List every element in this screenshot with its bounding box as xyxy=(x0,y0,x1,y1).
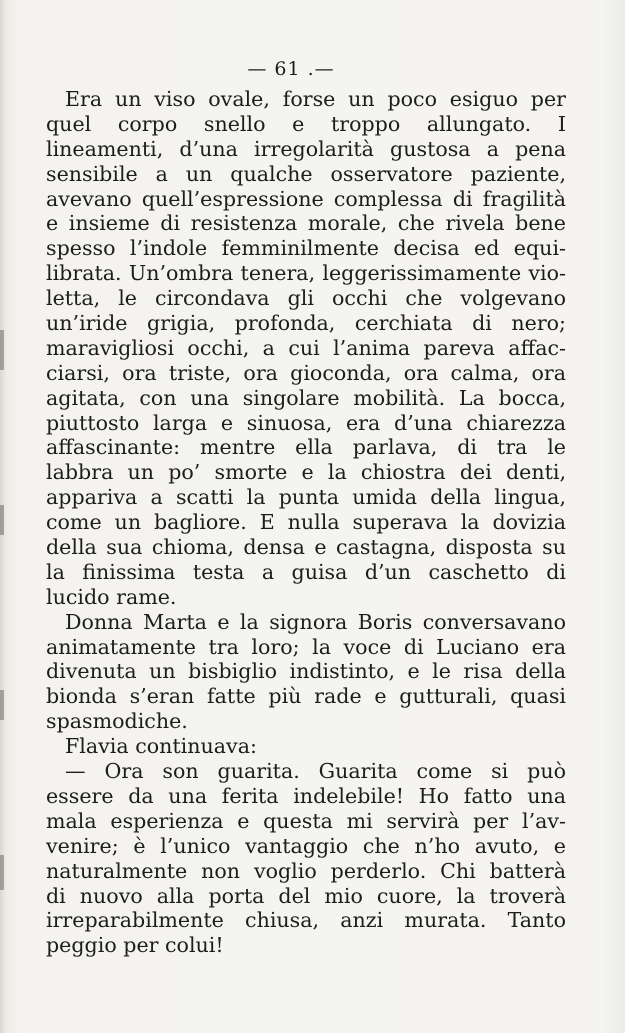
text-line: come un bagliore. E nulla superava la dovizia xyxy=(46,510,566,535)
text-line: irreparabilmente chiusa, anzi murata. Tanto xyxy=(46,908,566,933)
text-line: spasmodiche. xyxy=(46,709,188,734)
text-line: di nuovo alla porta del mio cuore, la troverà xyxy=(46,883,566,908)
text-line: mala esperienza e questa mi servirà per l’av- xyxy=(46,808,566,833)
text-line: avevano quell’espressione complessa di fragilità xyxy=(46,186,566,211)
body-text xyxy=(46,87,566,958)
text-line: appariva a scatti la punta umida della lingua, xyxy=(46,485,566,510)
page-number: — 61 .— xyxy=(247,58,335,80)
page-edge-shadow xyxy=(0,855,4,890)
text-line: la finissima testa a guisa d’un caschetto di xyxy=(46,559,566,584)
page-edge-shadow xyxy=(0,505,4,535)
text-line: essere da una ferita indelebile! Ho fatto una xyxy=(46,783,566,808)
text-line: peggio per colui! xyxy=(46,933,224,958)
text-line: quel corpo snello e troppo allungato. I xyxy=(46,111,566,136)
text-line: venire; è l’unico vantaggio che n’ho avuto, e xyxy=(46,833,566,858)
text-line: e insieme di resistenza morale, che rivela bene xyxy=(46,211,566,236)
text-line: naturalmente non voglio perderlo. Chi batterà xyxy=(46,858,566,883)
text-line: lucido rame. xyxy=(46,584,177,609)
text-line: Donna Marta e la signora Boris conversavano xyxy=(65,609,566,634)
page-edge-shadow xyxy=(0,690,4,720)
text-line: animatamente tra loro; la voce di Luciano era xyxy=(46,634,566,659)
text-line: agitata, con una singolare mobilità. La bocca, xyxy=(46,385,566,410)
text-line: della sua chioma, densa e castagna, disposta su xyxy=(46,535,566,560)
text-line: sensibile a un qualche osservatore paziente, xyxy=(46,161,566,186)
text-line: labbra un po’ smorte e la chiostra dei denti, xyxy=(46,460,566,485)
text-line: spesso l’indole femminilmente decisa ed equi- xyxy=(46,236,566,261)
text-line: divenuta un bisbiglio indistinto, e le risa della xyxy=(46,659,566,684)
text-line: maravigliosi occhi, a cui l’anima pareva affac- xyxy=(46,335,566,360)
text-line: — Ora son guarita. Guarita come si può xyxy=(65,759,566,784)
text-line: lineamenti, d’una irregolarità gustosa a pena xyxy=(46,136,566,161)
text-line: bionda s’eran fatte più rade e gutturali, quasi xyxy=(46,684,566,709)
text-line: piuttosto larga e sinuosa, era d’una chiarezza xyxy=(46,410,566,435)
text-line: Flavia continuava: xyxy=(65,734,257,759)
text-line: letta, le circondava gli occhi che volgevano xyxy=(46,286,566,311)
text-line: Era un viso ovale, forse un poco esiguo per xyxy=(65,87,566,111)
page-edge-shadow xyxy=(0,330,4,370)
text-line: un’iride grigia, profonda, cerchiata di nero; xyxy=(46,311,566,336)
text-line: librata. Un’ombra tenera, leggerissimamente vio- xyxy=(46,261,566,286)
text-line: affascinante: mentre ella parlava, di tra le xyxy=(46,435,566,460)
text-line: ciarsi, ora triste, ora gioconda, ora calma, ora xyxy=(46,360,566,385)
